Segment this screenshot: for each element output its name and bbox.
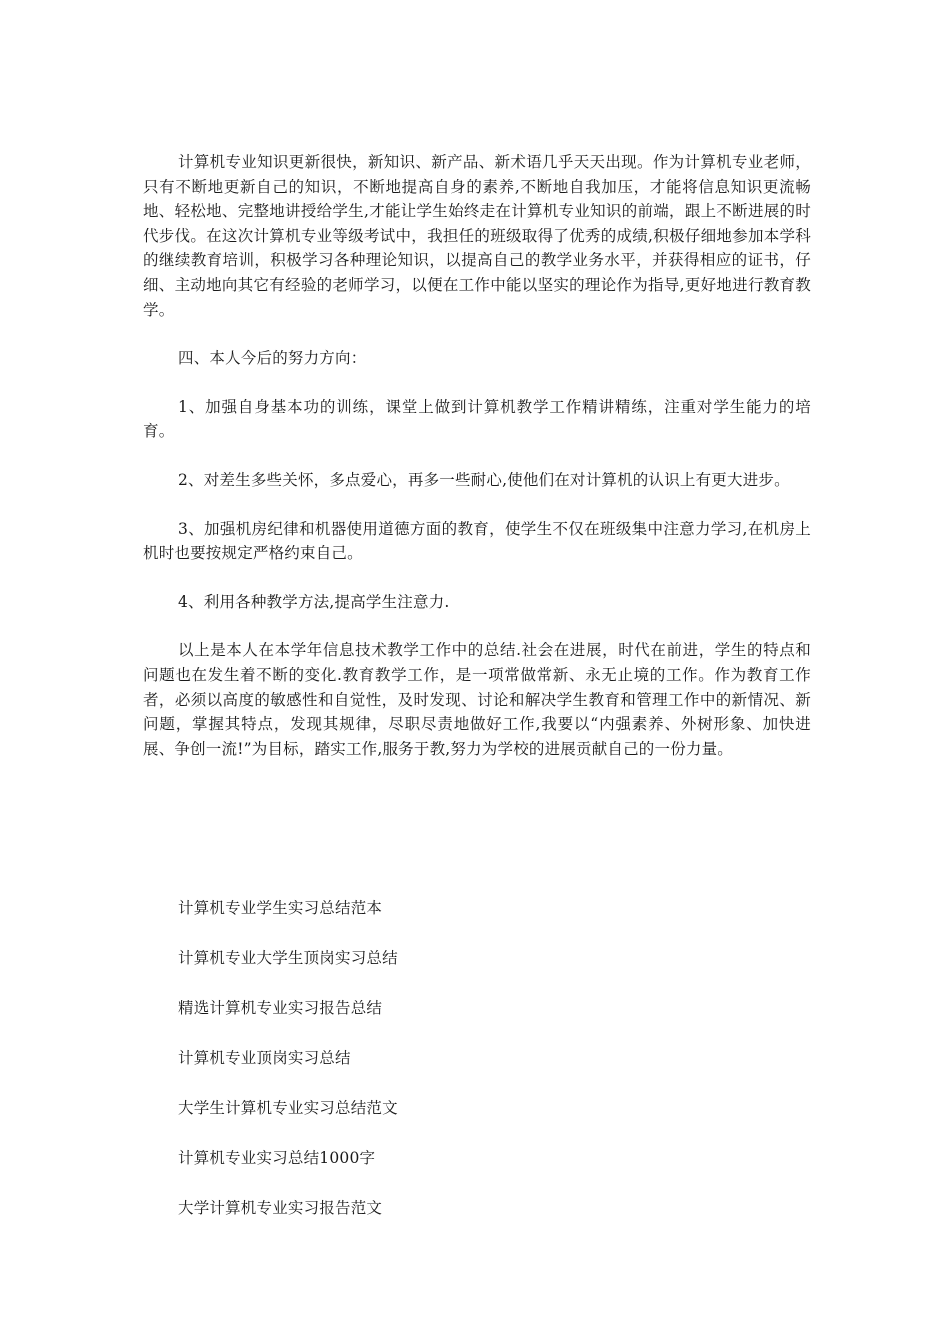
paragraph-conclusion: 以上是本人在本学年信息技术教学工作中的总结.社会在进展，时代在前进，学生的特点和问题也在发生着不断的变化.教育教学工作，是一项常做常新、永无止境的工作。作为教育工作者，必须以高度的敏感性和自觉性，及时发现、讨论和解决学生教育和管理工作中的新情况、新问题，掌握其特点，发现其规律，尽职尽责地做好工作,我要以“内强素养、外树形象、加快进展、争创一流!”为目标，踏实工作,服务于教,努力为学校的进展贡献自己的一份力量。	[143, 641, 811, 758]
related-link-4[interactable]: 计算机专业顶岗实习总结	[178, 1049, 351, 1067]
related-link-5[interactable]: 大学生计算机专业实习总结范文	[178, 1099, 398, 1117]
related-link-7[interactable]: 大学计算机专业实习报告范文	[178, 1199, 383, 1217]
related-link-1[interactable]: 计算机专业学生实习总结范本	[178, 899, 383, 917]
related-link-2[interactable]: 计算机专业大学生顶岗实习总结	[178, 949, 398, 967]
list-item-3: 3、加强机房纪律和机器使用道德方面的教育，使学生不仅在班级集中注意力学习,在机房上机时也要按规定严格约束自己。	[143, 519, 811, 563]
related-link-3[interactable]: 精选计算机专业实习报告总结	[178, 999, 383, 1017]
list-item-4: 4、利用各种教学方法,提高学生注意力.	[178, 592, 450, 611]
related-links-list	[178, 897, 778, 1247]
section-heading-future-direction: 四、本人今后的努力方向：	[178, 349, 367, 368]
related-link-6[interactable]: 计算机专业实习总结1000字	[178, 1149, 376, 1167]
paragraph-intro: 计算机专业知识更新很快，新知识、新产品、新术语几乎天天出现。作为计算机专业老师，只有不断地更新自己的知识，不断地提高自身的素养,不断地自我加压，才能将信息知识更流畅地、轻松地、完整地讲授给学生,才能让学生始终走在计算机专业知识的前端，跟上不断进展的时代步伐。在这次计算机专业等级考试中，我担任的班级取得了优秀的成绩,积极仔细地参加本学科的继续教育培训，积极学习各种理论知识，以提高自己的教学业务水平，并获得相应的证书，仔细、主动地向其它有经验的老师学习，以便在工作中能以坚实的理论作为指导,更好地进行教育教学。	[143, 153, 811, 319]
list-item-1: 1、加强自身基本功的训练，课堂上做到计算机教学工作精讲精练，注重对学生能力的培育。	[143, 397, 811, 441]
list-item-2: 2、对差生多些关怀，多点爱心，再多一些耐心,使他们在对计算机的认识上有更大进步。	[178, 470, 790, 489]
document-body	[143, 150, 811, 761]
